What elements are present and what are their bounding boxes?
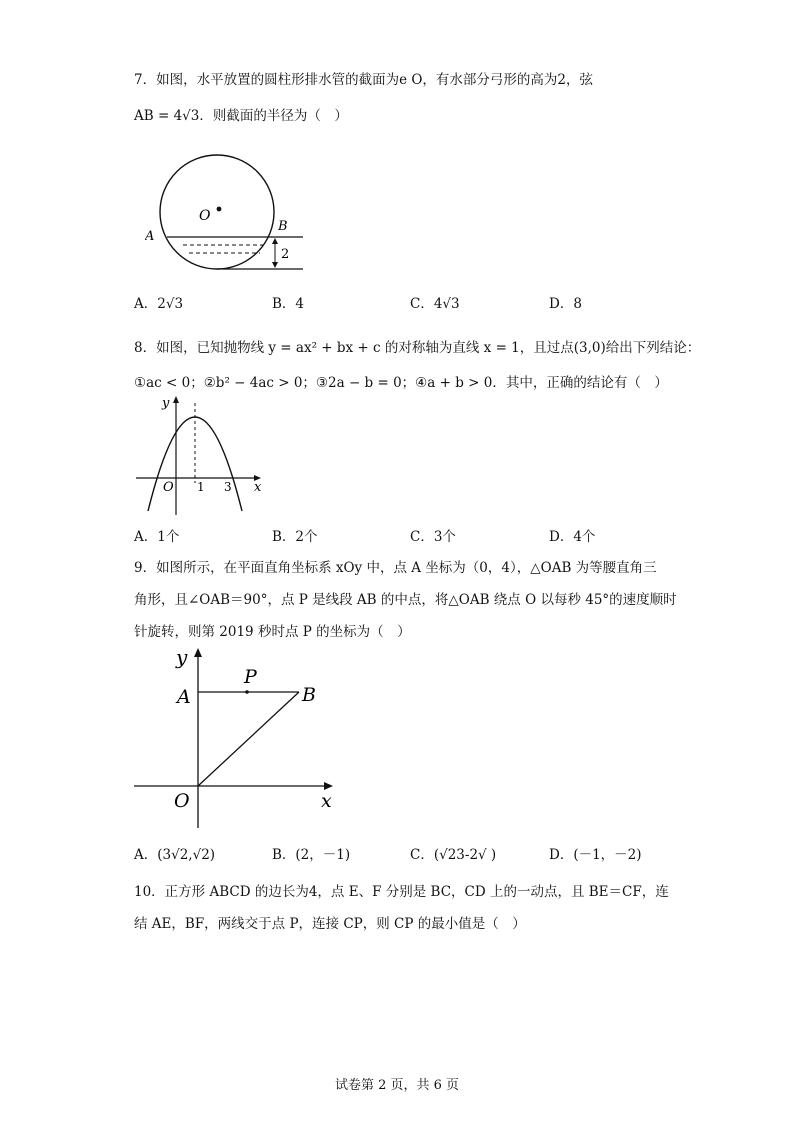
label-O: O	[199, 208, 211, 224]
q9-option-c: C．(√23-2√ )	[410, 847, 497, 863]
x-arrow	[324, 782, 333, 790]
arrow-down	[272, 262, 278, 268]
label-A: A	[177, 686, 191, 708]
y-arrow	[194, 648, 202, 657]
q9-line2: 角形，且∠OAB＝90°，点 P 是线段 AB 的中点，将△OAB 绕点 O 以每秒 45°的速度顺时	[134, 592, 677, 608]
label-P: P	[244, 666, 257, 688]
q8-line1: 8．如图，已知抛物线 y = ax² + bx + c 的对称轴为直线 x = 1，且过点(3,0)给出下列结论：	[134, 340, 701, 356]
label-y: y	[162, 396, 170, 411]
q9-option-d: D．(－1，－2)	[549, 847, 642, 863]
q7-line2: AB = 4√3．则截面的半径为（ ）	[134, 108, 348, 124]
label-O: O	[163, 480, 174, 495]
q7-option-c: C．4√3	[410, 296, 460, 312]
segment-OB	[198, 692, 299, 786]
label-1: 1	[197, 480, 205, 494]
q7-option-d: D．8	[549, 296, 582, 312]
center-dot	[217, 207, 222, 212]
page-footer: 试卷第 2 页，共 6 页	[334, 1078, 460, 1093]
q9-line3: 针旋转，则第 2019 秒时点 P 的坐标为（ ）	[134, 624, 411, 640]
label-B: B	[278, 219, 288, 234]
label-3: 3	[224, 480, 232, 494]
q8-line2: ①ac < 0；②b² − 4ac > 0；③2a − b = 0；④a + b > 0．其中，正确的结论有（ ）	[134, 375, 668, 391]
label-x: x	[254, 480, 262, 495]
q10-line1: 10．正方形 ABCD 的边长为4，点 E、F 分别是 BC，CD 上的一动点，且 BE＝CF，连	[134, 884, 669, 900]
q9-option-a: A．(3√2,√2)	[134, 847, 216, 863]
q7-option-b: B．4	[272, 296, 305, 312]
q8-figure	[130, 393, 270, 518]
q8-option-c: C．3个	[410, 529, 456, 545]
label-B: B	[302, 684, 316, 706]
q9-option-b: B．(2，－1)	[272, 847, 351, 863]
label-x: x	[321, 790, 332, 812]
y-arrow	[173, 396, 179, 403]
q10-line2: 结 AE，BF，两线交于点 P，连接 CP，则 CP 的最小值是（ ）	[134, 916, 526, 932]
q9-figure	[130, 645, 345, 830]
q9-line1: 9．如图所示，在平面直角坐标系 xOy 中，点 A 坐标为（0，4），△OAB 为等腰直角三	[134, 560, 657, 576]
arrow-up	[272, 238, 278, 244]
label-A: A	[145, 229, 155, 244]
q7-figure	[145, 150, 315, 290]
point-P	[245, 690, 249, 694]
label-O: O	[174, 790, 190, 812]
pipe-circle	[160, 155, 274, 269]
q8-option-b: B．2个	[272, 529, 318, 545]
q8-option-d: D．4个	[549, 529, 596, 545]
q7-option-a: A．2√3	[134, 296, 184, 312]
label-h: 2	[281, 247, 290, 262]
q8-option-a: A．1个	[134, 529, 180, 545]
q7-line1: 7．如图，水平放置的圆柱形排水管的截面为e O，有水部分弓形的高为2，弦	[134, 72, 594, 88]
label-y: y	[176, 645, 188, 669]
